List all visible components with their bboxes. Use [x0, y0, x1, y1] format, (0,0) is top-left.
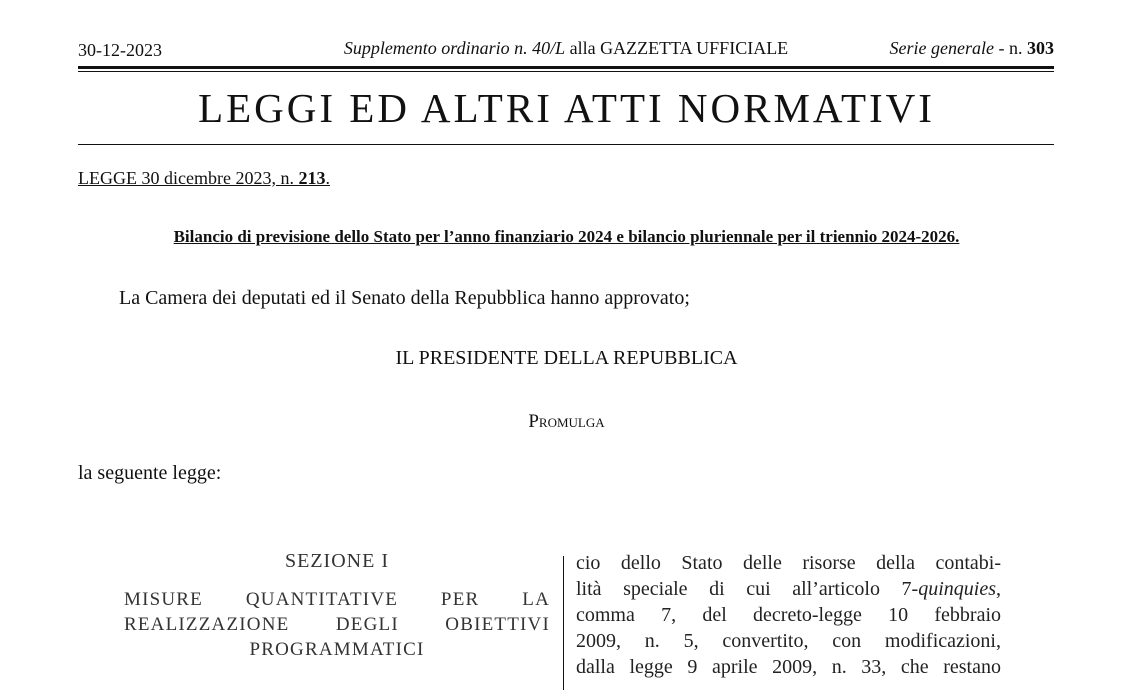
header-serie-label: Serie generale — [889, 38, 994, 58]
section-heading-column — [124, 550, 550, 662]
header-date: 30-12-2023 — [78, 40, 162, 60]
text-line: 2009, n. 5, convertito, con modificazioni, — [576, 630, 1001, 652]
promulga-heading: Promulga — [528, 411, 605, 432]
right-column-text — [576, 550, 1001, 680]
law-reference-prefix: LEGGE 30 dicembre 2023, n. — [78, 168, 299, 188]
law-reference — [78, 168, 330, 189]
text-line-italic: quinquies — [918, 578, 996, 600]
header-serie — [890, 38, 1054, 59]
header-supplement: Supplemento ordinario n. 40/L — [343, 38, 566, 58]
header-gazzetta: alla GAZZETTA UFFICIALE — [565, 38, 789, 58]
header-rule-thin — [78, 71, 1054, 72]
section-label: SEZIONE I — [285, 550, 389, 572]
title-rule — [78, 144, 1054, 145]
column-divider — [563, 556, 564, 690]
header-rule-thick — [78, 66, 1054, 69]
header-serie-sep: - n. — [994, 38, 1027, 58]
law-reference-suffix: . — [325, 168, 330, 188]
text-line: dalla legge 9 aprile 2009, n. 33, che restano — [576, 656, 1001, 678]
page-header — [78, 38, 1054, 62]
approval-text: La Camera dei deputati ed il Senato della Repubblica hanno approvato; — [119, 287, 690, 309]
header-serie-number: 303 — [1027, 38, 1054, 58]
section-heading: MISURE QUANTITATIVE PER LA REALIZZAZIONE DEGLI OBIETTIVI PROGRAMMATICI — [124, 589, 550, 660]
text-line: comma 7, del decreto-legge 10 febbraio — [576, 604, 1001, 626]
following-law-text: la seguente legge: — [78, 462, 222, 484]
text-line: cio dello Stato delle risorse della contabi- — [576, 552, 1001, 574]
page-title: LEGGI ED ALTRI ATTI NORMATIVI — [198, 85, 935, 131]
law-number: 213 — [298, 168, 326, 188]
text-line-part: , — [996, 578, 1001, 600]
text-line-part: lità speciale di cui all’articolo 7- — [576, 578, 919, 600]
president-heading: IL PRESIDENTE DELLA REPUBBLICA — [395, 347, 738, 369]
law-title: Bilancio di previsione dello Stato per l’anno finanziario 2024 e bilancio pluriennale per il triennio 2024-2026. — [173, 227, 960, 246]
text-line — [576, 576, 1001, 602]
